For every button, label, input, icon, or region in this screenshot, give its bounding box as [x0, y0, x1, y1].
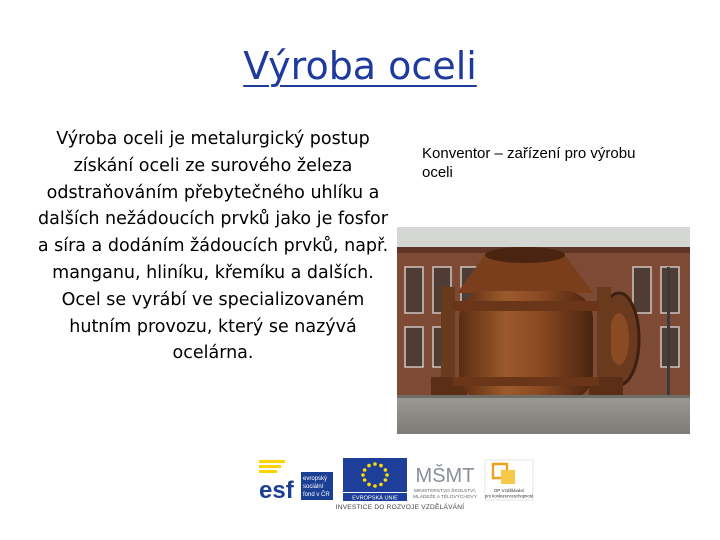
body-paragraph-1: Výroba oceli je metalurgický postup získání oceli ze surového železa odstraňováním přebytečného uhlíku a dalších nežádoucích prvků jako je fosfor a síra a dodáním žádoucích prvků, např. manganu, hliníku, křemíku a dalších.	[37, 129, 389, 283]
body-paragraph-2: Ocel se vyrábí ve specializovaném hutním provozu, který se nazývá ocelárna.	[61, 289, 365, 364]
op-text-2: pro konkurenceschopnost	[485, 493, 533, 499]
op-text-1: OP Vzdělávání	[493, 488, 525, 493]
eu-flag-logo	[341, 456, 409, 502]
esf-mark: esf	[259, 477, 294, 502]
body-text	[36, 126, 390, 367]
op-vk-logo	[483, 458, 535, 502]
image-caption: Konventor – zařízení pro výrobu oceli	[422, 145, 636, 181]
msmt-text-2: MLÁDEŽE A TĚLOVÝCHOVY	[413, 495, 477, 500]
investice-banner: INVESTICE DO ROZVOJE VZDĚLÁVÁNÍ	[335, 504, 465, 511]
converter-illustration	[397, 227, 690, 434]
slide-title: Výroba oceli	[243, 44, 477, 88]
msmt-logo	[413, 456, 477, 502]
msmt-text-1: MINISTERSTVO ŠKOLSTVÍ,	[413, 489, 477, 494]
eu-text: EVROPSKÁ UNIE	[352, 495, 398, 502]
converter-photo	[397, 227, 690, 434]
esf-text-1: evropský	[303, 476, 328, 482]
esf-text-3: fond v ČR	[303, 492, 330, 498]
msmt-mark: MŠMT	[415, 465, 475, 487]
esf-text-2: sociální	[303, 484, 324, 490]
funding-logos	[257, 456, 537, 518]
esf-logo	[257, 456, 335, 502]
